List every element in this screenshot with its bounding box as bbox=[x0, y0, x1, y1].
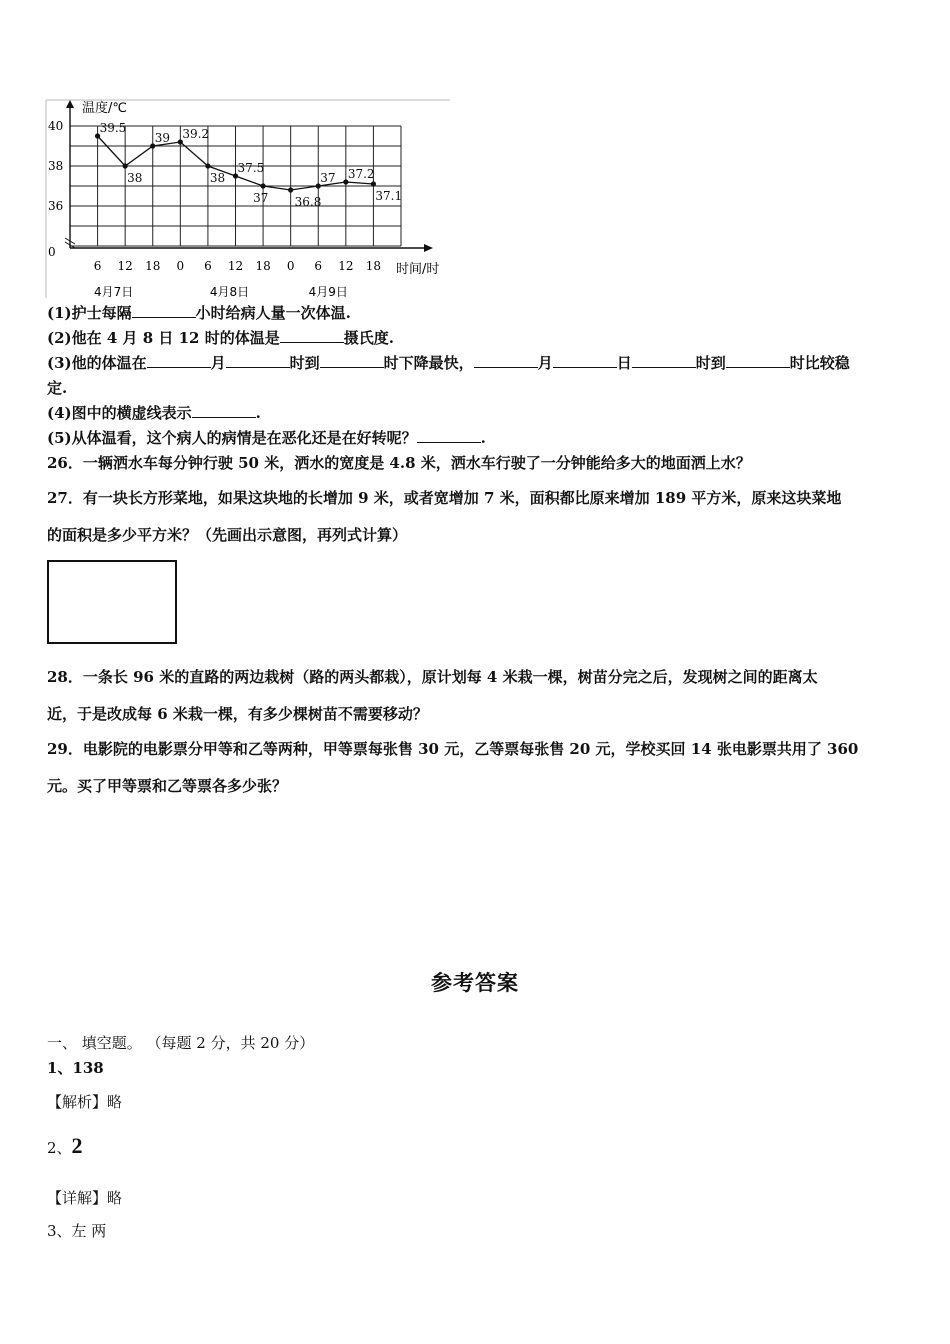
q27-line1: 27．有一块长方形菜地，如果这块地的长增加 9 米，或者宽增加 7 米，面积都比原来增加 189 平方米，原来这块菜地 bbox=[47, 489, 842, 507]
data-label: 39.5 bbox=[99, 121, 127, 135]
answer-2-value: 2 bbox=[71, 1133, 83, 1158]
data-label: 36.8 bbox=[294, 195, 322, 209]
answer-blank[interactable] bbox=[474, 353, 538, 368]
data-point bbox=[371, 181, 376, 186]
q25-3-text: 日 bbox=[616, 354, 632, 372]
y-tick-label: 40 bbox=[48, 119, 64, 133]
q25-3-text: 时比较稳 bbox=[789, 354, 850, 372]
q27-line2: 的面积是多少平方米？（先画出示意图，再列式计算） bbox=[47, 526, 408, 544]
day-labels bbox=[94, 285, 348, 299]
answer-blank[interactable] bbox=[632, 353, 696, 368]
x-tick-label: 12 bbox=[227, 259, 244, 273]
answer-blank[interactable] bbox=[320, 353, 384, 368]
x-tick-labels bbox=[94, 259, 381, 273]
q25-3-text: (3)他的体温在 bbox=[47, 354, 147, 372]
q25-4-text: (4)图中的横虚线表示 bbox=[47, 404, 192, 422]
q25-3-text: 月 bbox=[210, 354, 226, 372]
answer-1-note: 【解析】略 bbox=[47, 1093, 123, 1111]
answer-2-note: 【详解】略 bbox=[47, 1189, 123, 1207]
data-label: 37 bbox=[320, 171, 336, 185]
day-label: 4月9日 bbox=[308, 285, 348, 299]
data-point bbox=[205, 163, 210, 168]
y-axis-arrow bbox=[66, 100, 74, 108]
y-tick-label: 0 bbox=[48, 245, 56, 259]
data-label: 39.2 bbox=[182, 127, 210, 141]
q29-line1: 29．电影院的电影票分甲等和乙等两种，甲等票每张售 30 元，乙等票每张售 20 元，学校买回 14 张电影票共用了 360 bbox=[47, 740, 859, 758]
answers-section-heading: 一、 填空题。 （每题 2 分，共 20 分） bbox=[47, 1034, 315, 1052]
q25-3-text: 时下降最快， bbox=[383, 354, 474, 372]
answer-blank[interactable] bbox=[726, 353, 790, 368]
answer-blank[interactable] bbox=[553, 353, 617, 368]
y-tick-label: 38 bbox=[48, 159, 64, 173]
answer-blank[interactable] bbox=[226, 353, 290, 368]
q25-3-text: 时到 bbox=[695, 354, 726, 372]
answer-blank[interactable] bbox=[147, 353, 211, 368]
data-label: 38 bbox=[127, 171, 143, 185]
temperature-series bbox=[95, 121, 402, 209]
q25-5-text: (5)从体温看，这个病人的病情是在恶化还是在好转呢？ bbox=[47, 429, 417, 447]
x-tick-label: 6 bbox=[314, 259, 323, 273]
x-tick-label: 6 bbox=[93, 259, 102, 273]
q25-2-text-end: 摄氏度. bbox=[343, 329, 394, 347]
answer-blank[interactable] bbox=[280, 328, 344, 343]
data-point bbox=[123, 163, 128, 168]
x-tick-label: 18 bbox=[255, 259, 271, 273]
q25-1 bbox=[47, 302, 351, 323]
answer-1: 1、138 bbox=[47, 1059, 104, 1077]
y-tick-label: 36 bbox=[48, 199, 64, 213]
day-label: 4月7日 bbox=[93, 285, 134, 299]
answers-title: 参考答案 bbox=[431, 970, 519, 995]
q28-line1: 28．一条长 96 米的直路的两边栽树（路的两头都栽），原计划每 4 米栽一棵，树苗分完之后，发现树之间的距离太 bbox=[47, 668, 818, 686]
q25-1-text: (1)护士每隔 bbox=[47, 304, 132, 322]
q25-2 bbox=[47, 327, 394, 348]
q25-4 bbox=[47, 402, 261, 423]
x-tick-label: 18 bbox=[365, 259, 382, 273]
data-label: 37.5 bbox=[237, 161, 265, 175]
x-tick-label: 12 bbox=[338, 259, 354, 273]
y-axis-label: 温度/℃ bbox=[82, 101, 127, 116]
answer-blank[interactable] bbox=[417, 428, 481, 443]
q29-line2: 元。买了甲等票和乙等票各多少张？ bbox=[47, 777, 288, 795]
sketch-box bbox=[47, 560, 177, 644]
data-label: 37.1 bbox=[375, 189, 403, 203]
answer-3: 3、左 两 bbox=[47, 1222, 107, 1240]
q25-3-text: 月 bbox=[537, 354, 553, 372]
q25-3-text: 时到 bbox=[289, 354, 320, 372]
x-tick-label: 12 bbox=[117, 259, 133, 273]
data-label: 39 bbox=[154, 131, 171, 145]
q25-5-text-end: . bbox=[480, 429, 486, 447]
x-axis-arrow bbox=[424, 244, 433, 252]
answer-2 bbox=[47, 1133, 83, 1159]
q25-2-text: (2)他在 4 月 8 日 12 时的体温是 bbox=[47, 329, 280, 347]
data-point bbox=[288, 187, 293, 192]
q28-line2: 近，于是改成每 6 米栽一棵，有多少棵树苗不需要移动？ bbox=[47, 705, 428, 723]
data-label: 37 bbox=[253, 191, 269, 205]
q25-1-text-end: 小时给病人量一次体温. bbox=[195, 304, 351, 322]
answer-blank[interactable] bbox=[192, 403, 256, 418]
q25-5 bbox=[47, 427, 486, 448]
data-label: 38 bbox=[209, 171, 226, 185]
temperature-line-chart bbox=[44, 98, 454, 304]
x-tick-label: 0 bbox=[176, 259, 185, 273]
data-label: 37.2 bbox=[347, 167, 375, 181]
x-tick-label: 6 bbox=[204, 259, 212, 273]
q25-4-text-end: . bbox=[255, 404, 261, 422]
q25-3 bbox=[47, 352, 850, 373]
day-label: 4月8日 bbox=[209, 285, 250, 299]
x-tick-label: 0 bbox=[286, 259, 295, 273]
y-tick-labels bbox=[48, 119, 63, 259]
answer-blank[interactable] bbox=[132, 303, 196, 318]
q26: 26．一辆洒水车每分钟行驶 50 米，洒水的宽度是 4.8 米，洒水车行驶了一分钟能给多大的地面洒上水？ bbox=[47, 454, 751, 472]
answer-2-prefix: 2、 bbox=[47, 1139, 72, 1157]
data-point bbox=[260, 183, 265, 188]
q25-3-line2: 定. bbox=[47, 379, 68, 397]
x-axis-label: 时间/时 bbox=[396, 262, 440, 277]
x-tick-label: 18 bbox=[145, 259, 161, 273]
